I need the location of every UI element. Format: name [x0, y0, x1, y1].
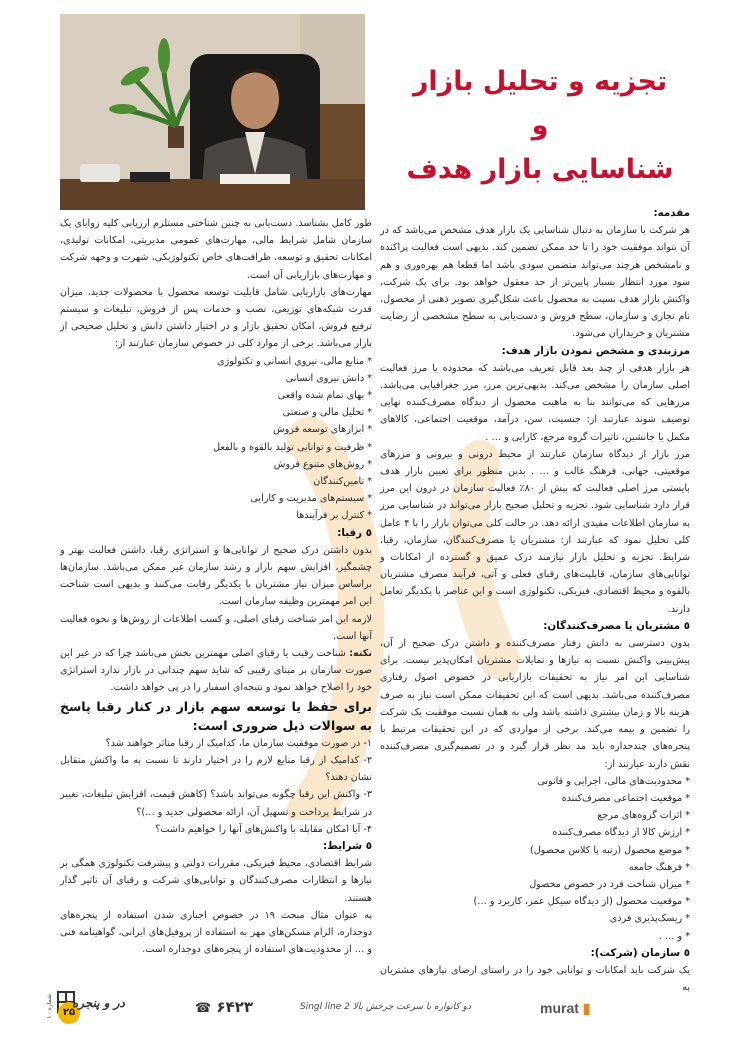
customers-heading: ٥ مشتریان یا مصرف‌کنندگان:	[543, 619, 690, 632]
organization-continued-paragraph: طور کامل بشناسد. دست‌یابی به چنین شناختی مستلزم ارزیابی کلیه زوایای یک سازمان شامل شرایط مالی، مهارت‌های عمومی مدیریتی، امکانات تولیدی، امکانات تحقیق و توسعه، ظرافت‌های خاص تکنولوژیکی، شهرت و وجهه شرکت و مهارت‌های بازاریابی آن است.	[60, 218, 372, 281]
list-item: ۲- کدامیک از رقبا منابع لازم را در اختیار دارند تا نسبت به ما واکنش متقابل نشان دهند؟	[60, 754, 372, 784]
phone-number: ۶۴۲۳	[216, 998, 254, 1016]
right-column	[380, 205, 690, 996]
questions-heading: برای حفظ یا توسعه سهم بازار در کنار رقبا پاسخ به سوالات ذیل ضروری است:	[60, 698, 372, 733]
issue-number: شماره ۱۰	[46, 994, 53, 1019]
list-item: * فرهنگ جامعه	[380, 859, 690, 876]
list-item: * بهای تمام شده واقعی	[60, 387, 372, 404]
list-item: * موقعیت اجتماعی مصرف‌کننده	[380, 790, 690, 807]
segmentation-heading: مرزبندی و مشخص نمودن بازار هدف:	[501, 344, 690, 357]
office-photo	[60, 14, 365, 210]
list-item: * روش‌های متنوع فروش	[60, 456, 372, 473]
competitors-paragraph-1: بدون داشتن درک صحیح از توانایی‌ها و استراتژی رقبا، داشتن فعالیت بهتر و چشمگیر، افزایش سهم بازار و رشد سازمان غیر ممکن می‌باشد. سازمان‌ها براساس میزان نیاز مشتریان با یکدیگر رقابت می‌کنند و بدیهی است شناخت این امر مهمترین وظیفه سازمان است.	[60, 544, 372, 608]
conditions-paragraph-2: به عنوان مثال مبحث ۱۹ در خصوص اجباری شدن استفاده از پنجره‌های دوجداره، الزام مسکن‌های مهر به استفاده از پروفیل‌های ایرانی، گواهینامه فنی و … از محدودیت‌های استفاده از پنجره‌های دوجداره است.	[60, 909, 373, 956]
list-item: * منابع مالی، نیروی انسانی و تکنولوژی	[60, 353, 372, 370]
conditions-paragraph-1: شرایط اقتصادی، محیط فیزیکی، مقررات دولتی و پیشرفت تکنولوژی همگی بر نیازها و انتظارات مصرف‌کنندگان و توانایی‌های شرکت و رقبای آن تاثیر گذار هستند.	[60, 858, 372, 904]
man-at-desk-image	[60, 14, 365, 210]
intro-paragraph: هر شرکت یا سازمان به دنبال شناسایی یک بازار هدف مشخص می‌باشد که در آن بتواند موفقیت خود را تا حد ممکن تضمین کند. بدیهی است فعالیت پراکنده و نامشخص هرچند می‌تواند متضمن سودی باشد اما قطعا هم بهره‌وری و هم سود مورد انتظار بسیار پایین‌تر از حد معقول خواهد بود. برای یک شرکت، واکنش بازار هدف نسبت به محصول باعث شکل‌گیری تصویر ذهنی از محصول، نام تجاری و سازمان، سطح فروش و دست‌یابی به سطح مشخصی از رضایت مشتریان و خریداران می‌شود.	[380, 225, 690, 340]
list-item: * اثرات گروه‌های مرجع	[380, 807, 690, 824]
page-number: ۲۵	[58, 1002, 80, 1024]
customers-paragraph: بدون دسترسی به دانش رفتار مصرف‌کننده و داشتن درک صحیح از آن، پیش‌بینی واکنش نسبت به نیازها و تمایلات مشتریان امکان‌پذیر نیست. برای شناسایی این امر نیاز به تحقیقات بازاریابی در خصوص اصول رفتاری مصرف‌کننده می‌باشد. بدیهی است که این تحقیقات ممکن است نیاز به صرف هزینه بالا و زمان بیشتری داشته باشد ولی به همان نسبت موفقیت یک شرکت را تضمین و بیمه می‌کند. برخی از مواردی که در این تحقیقات مرتبط با پنجره‌های چندجداره باید مد نظر قرار گیرد و در تصمیم‌گیری مصرف‌کننده نقش دارند عبارتند از:	[380, 638, 690, 770]
list-item: * ارزش کالا از دیدگاه مصرف‌کننده	[380, 824, 690, 841]
list-item: ۳- واکنش این رقبا چگونه می‌تواند باشد؟ (کاهش قیمت، افزایش تبلیغات، تغییر در شرایط پرداخت و تسهیل آن، ارائه محصولی جدید و …)؟	[60, 789, 372, 818]
customer-factors-list	[380, 773, 690, 945]
murat-mark-icon: ▮	[578, 1000, 591, 1016]
note-paragraph	[60, 645, 372, 697]
magazine-title: در و پنجره	[72, 996, 125, 1010]
list-item: * تحلیل مالی و صنعتی	[60, 404, 372, 421]
competitors-paragraph-2: لازمه این امر شناخت رقبای اصلی، و کسب اطلاعات از روش‌ها و نحوه فعالیت آنها است.	[60, 613, 372, 642]
competitors-heading: ٥ رقبا:	[337, 526, 372, 539]
organization-heading: ٥ سازمان (شرکت):	[590, 946, 690, 959]
phone-block	[195, 998, 253, 1016]
page-footer	[0, 990, 744, 1050]
left-column	[60, 215, 372, 958]
list-item: * ظرفیت و توانایی تولید بالقوه و بالفعل	[60, 439, 372, 456]
list-item: * ابزارهای توسعه فروش	[60, 421, 372, 438]
list-item: * موقعیت محصول (از دیدگاه سیکل عمر، کاربرد و …)	[380, 893, 690, 910]
segmentation-paragraph-2: مرز بازار از دیدگاه سازمان عبارتند از محیط درونی و بیرونی و مرزهای موقعیتی، جهانی، فرهنگ غالب و … . بدین منظور برای تعیین بازار هدف بایستی مرز اصلی فعالیت که بیش از ۸۰٪ فعالیت سازمان در درون این مرز قرار دارد شناسایی شود. تجزیه و تحلیل صحیح بازار می‌تواند در شناسایی مرز به سازمان اطلاعات مفیدی ارائه دهد. در حالت کلی می‌توان بازار را با ۴ عامل کلی تحلیل نمود که عبارتند از: مشتریان یا مصرف‌کنندگان، سازمان، رقبا، شرایط. تجزیه و تحلیل بازار نیازمند درک عمیق و گسترده از امکانات و توانایی‌های سازمان، قابلیت‌های رقبای فعلی و آتی، فرآیند مصرف مشتریان بالقوه و محیط اقتصادی، فیزیکی، تکنولوژی است و این عناصر با یکدیگر تعامل دارند.	[380, 448, 690, 615]
title-line-1: تجزیه و تحلیل بازار	[412, 66, 668, 97]
organization-paragraph: یک شرکت باید امکانات و توانایی خود را در راستای ارضای نیازهای مشتریان به	[380, 964, 690, 994]
list-item: * موضع محصول (رتبه یا کلاس محصول)	[380, 842, 690, 859]
segmentation-paragraph-1: هر بازار هدفی از چند بعد قابل تعریف می‌باشد که محدوده یا مرز فعالیت اصلی سازمان را مشخص می‌کند. بدیهی‌ترین مرز، مرز جغرافیایی می‌باشد. مرزهایی که می‌توانند بنا به ماهیت محصول از دیدگاه مصرف‌کننده نهایی توصیف شوند عبارتند از: جنسیت، سن، درآمد، موقعیت اجتماعی، کالاهای مکمل یا جانشین، تاثیرات گروه مرجع، کارایی و … .	[380, 362, 690, 443]
title-line-3: شناسایی بازار هدف	[406, 154, 674, 185]
list-item: * میزان شناخت فرد در خصوص محصول	[380, 876, 690, 893]
list-item: ۱- در صورت موفقیت سازمان ما، کدامیک از رقبا متاثر خواهند شد؟	[105, 737, 372, 749]
phone-icon: ☎	[195, 1001, 212, 1016]
list-item: * تامین‌کنندگان	[60, 473, 372, 490]
list-item: * محدودیت‌های مالی، اجرایی و قانونی	[380, 773, 690, 790]
title-line-2: و	[531, 110, 549, 141]
questions-list	[60, 735, 372, 838]
conditions-heading: ٥ شرایط:	[323, 839, 372, 852]
note-label: نکته:	[349, 648, 372, 660]
note-text: شناخت رقیب یا رقبای اصلی مهمترین بخش می‌باشد چرا که در غیر این صورت سازمان بر مبنای رقیبی که شاید سهم چندانی در بازار ندارد استراتژی خود را اصلاح خواهد نمود و نتیجه‌ای اسفبار را در پی خواهد داشت.	[60, 648, 372, 694]
ad-slogan: Singl line 2 دو کانواره با سرعت چرخش بالا	[300, 1002, 471, 1012]
murat-logo-text: murat	[540, 1000, 579, 1016]
list-item: * کنترل بر فرآیندها	[60, 507, 372, 524]
list-item: * ریسک‌پذیری فردی	[380, 910, 690, 927]
list-item: * سیستم‌های مدیریت و کارایی	[60, 490, 372, 507]
list-item: * دانش نیروی انسانی	[60, 370, 372, 387]
list-item: * و … .	[380, 928, 690, 945]
article-title	[395, 60, 685, 192]
murat-logo	[540, 1000, 591, 1017]
intro-heading: مقدمه:	[653, 207, 690, 219]
organization-items-list	[60, 353, 372, 525]
list-item: ۴- آیا امکان مقابله با واکنش‌های آنها را خواهیم داشت؟	[155, 823, 372, 835]
marketing-skills-paragraph: مهارت‌های بازاریابی شامل قابلیت توسعه محصول با محصولات جدید، میزان قدرت شبکه‌های توزیعی، نصب و خدمات پس از فروش، تبلیغات و سیستم ترفیع فروش، امکان تحقیق بازار و در اختیار داشتن دانش و تحلیل صحیحی از بازار می‌باشد. برخی از موارد کلی در خصوص سازمان عبارتند از:	[60, 286, 372, 350]
